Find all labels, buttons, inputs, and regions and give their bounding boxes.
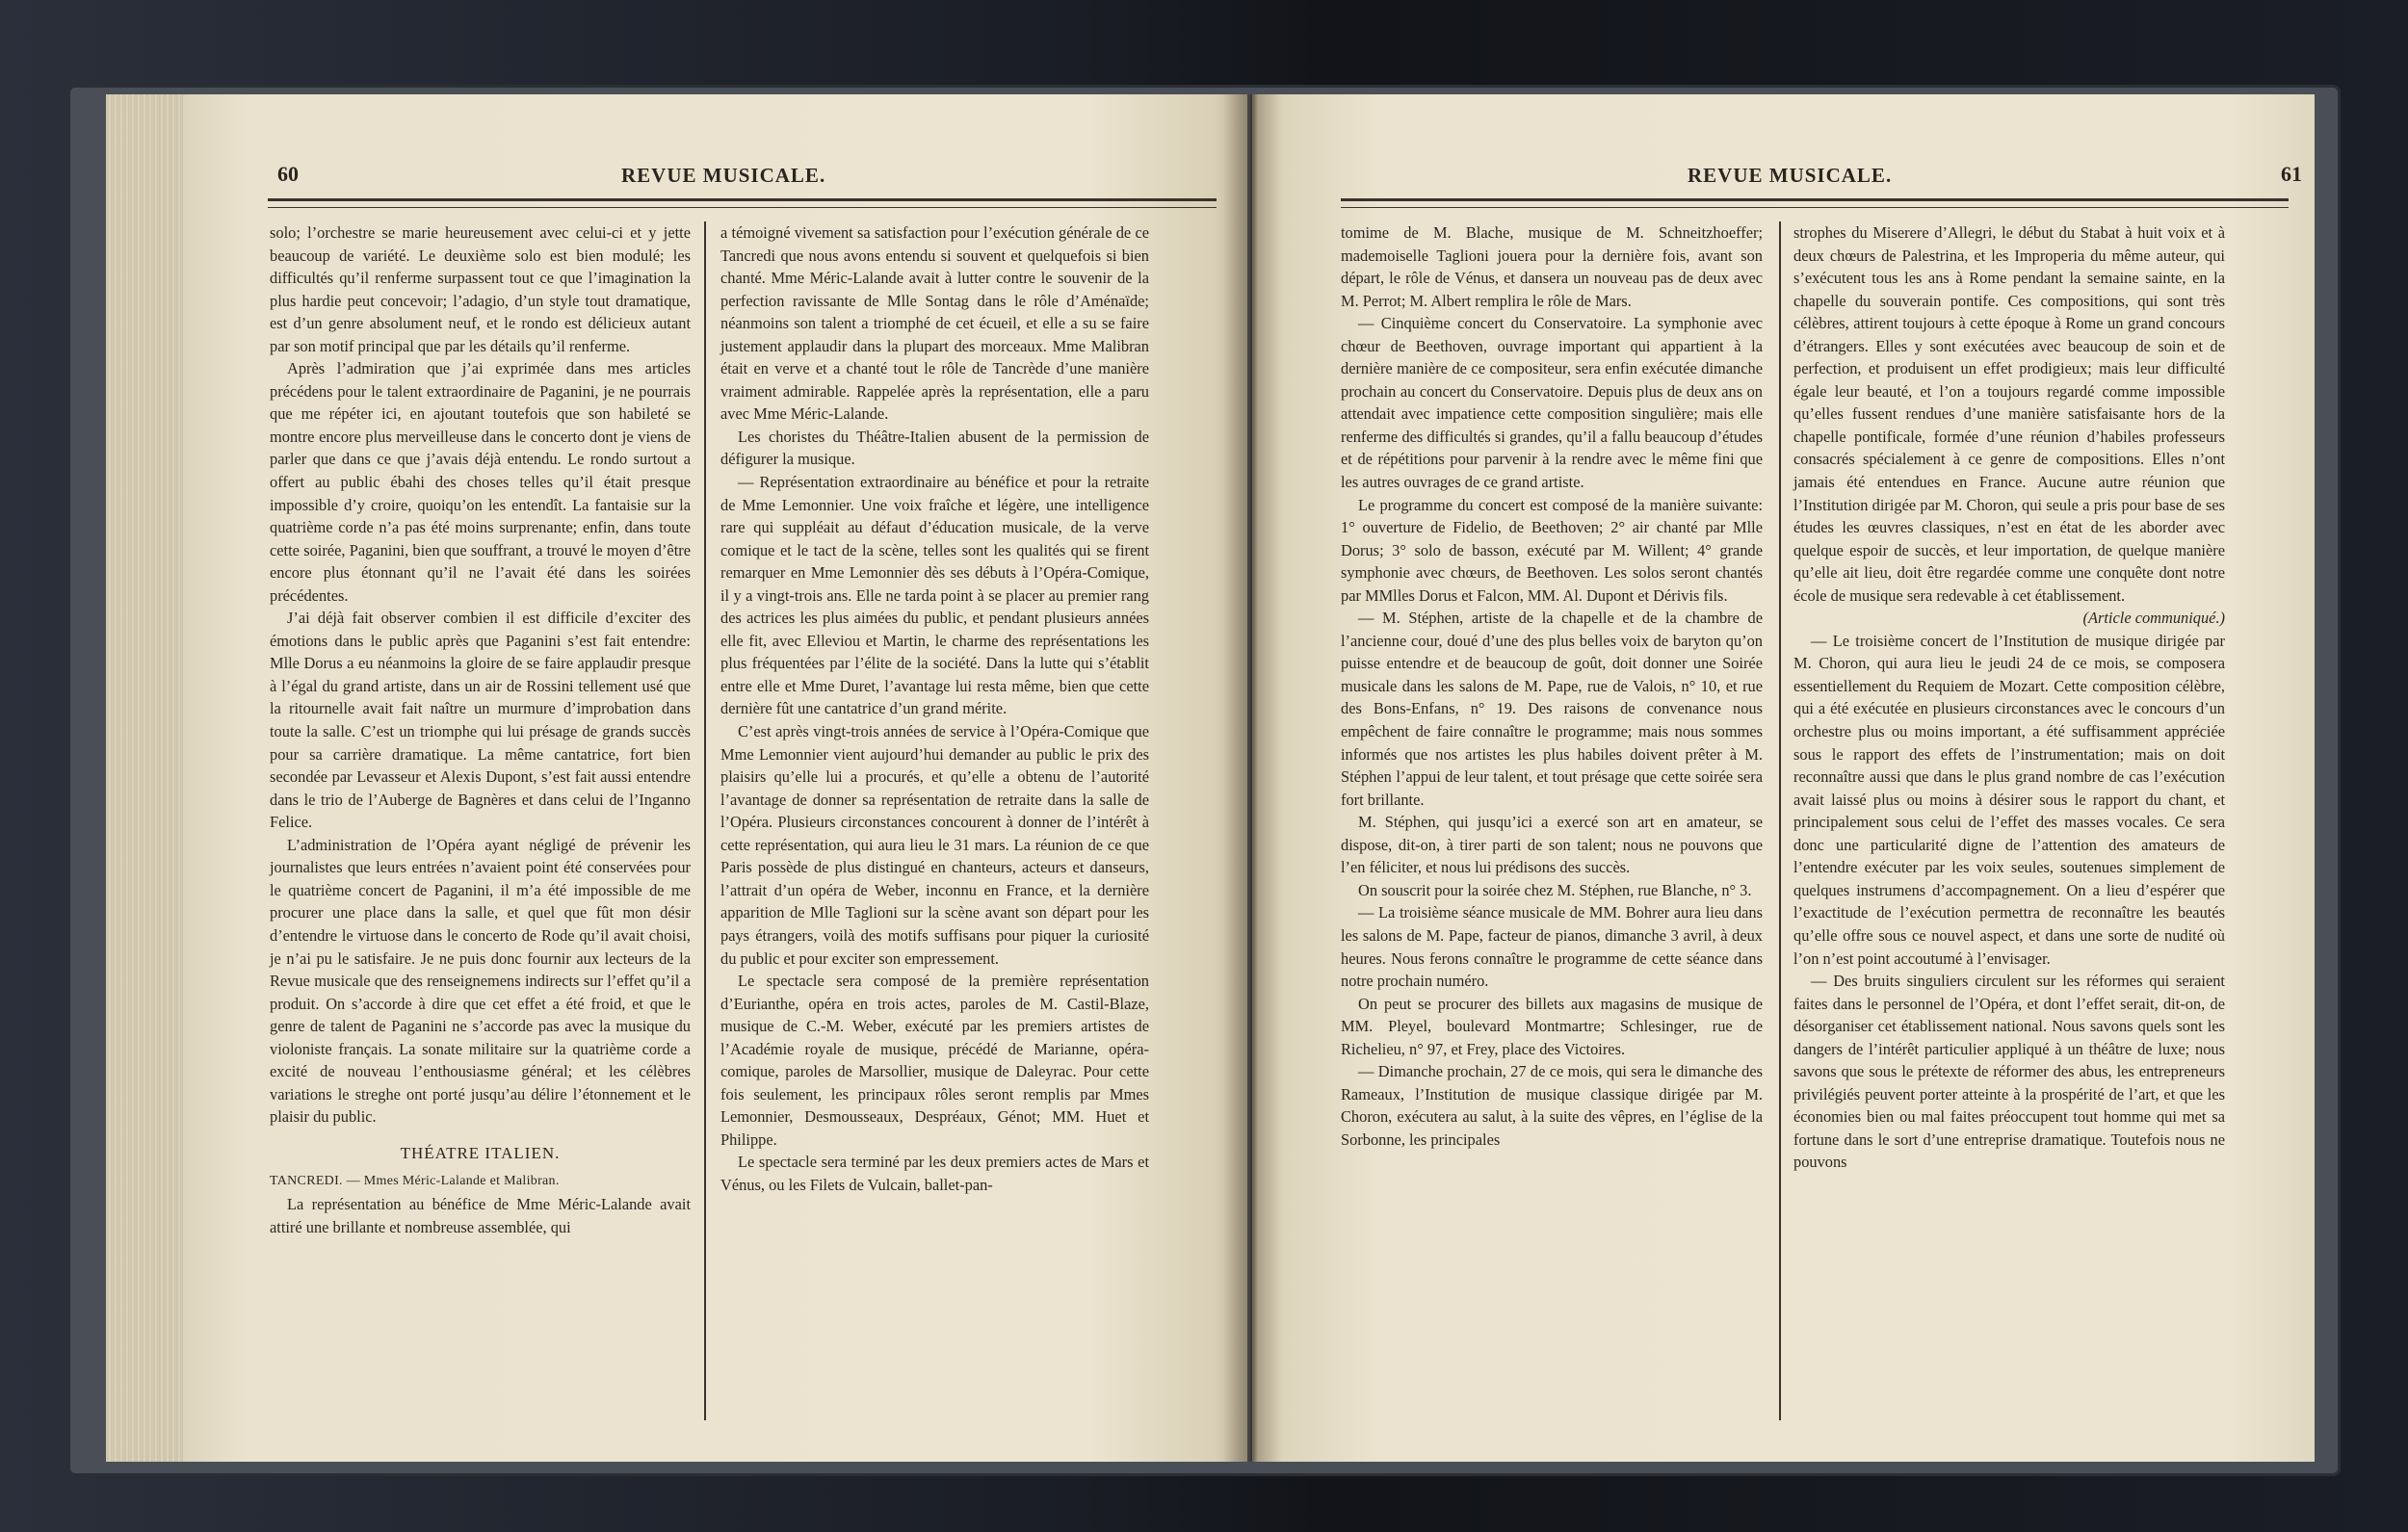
section-title: THÉATRE ITALIEN. (400, 1143, 561, 1162)
paragraph: L’administration de l’Opéra ayant négligé de prévenir les journalistes que leurs entrées n’avaient point été conservées pour le quatrième concert de Paganini, il m’a été impossible de me procurer une place dans la salle, et quel que fût mon désir d’entendre le virtuose dans le concerto de Rode qu’il avait choisi, je n’ai pu le satisfaire. Je ne puis donc fournir aux lecteurs de la Revue musicale que des renseignemens indirects sur l’effet qu’il a produit. On s’accorde à dire que cet effet a été froid, et que le genre de talent de Paganini ne s’accorde pas avec la musique du violoniste français. La sonate militaire sur la quatrième corde a excité de nouveau l’enthousiasme général; et les célèbres variations le streghe ont porté jusqu’au délire l’étonnement et le plaisir du public. (270, 835, 691, 1127)
paragraph: Les choristes du Théâtre-Italien abusent de la permission de défigurer la musique. (720, 427, 1149, 469)
left-page (183, 94, 1247, 1462)
paragraph: Le programme du concert est composé de la manière suivante: 1° ouverture de Fidelio, de Beethoven; 2° air chanté par Mlle Dorus; 3° solo de basson, exécuté par M. Willent; 4° grande symphonie avec chœurs, de Beethoven. Les solos seront chantés par MMlles Dorus et Falcon, MM. Al. Dupont et Dérivis fils. (1341, 495, 1763, 605)
paragraph: M. Stéphen, qui jusqu’ici a exercé son art en amateur, se dispose, dit-on, à tirer parti de son talent; nous ne pouvons que l’en féliciter, et nous lui prédisons des succès. (1341, 813, 1763, 877)
running-head: REVUE MUSICALE. (621, 164, 826, 187)
paragraph: On peut se procurer des billets aux magasins de musique de MM. Pleyel, boulevard Montmartre; Schlesinger, rue de Richelieu, n° 97, et Frey, place des Victoires. (1341, 994, 1763, 1058)
right-page (1252, 94, 2315, 1462)
paragraph: solo; l’orchestre se marie heureusement avec celui-ci et y jette beaucoup de variété. Le deuxième solo est bien modulé; les difficultés qu’il renferme surpassent tout ce que l’imagination la plus hardie peut concevoir; l’adagio, d’un style tout dramatique, est d’un genre absolument neuf, et le rondo est délicieux autant par son motif principal que par les détails qu’il renferme. (270, 223, 691, 355)
column-rule (704, 221, 706, 1420)
column-rule (1779, 221, 1781, 1420)
column-right-2 (1793, 221, 2225, 1174)
column-right-1 (1341, 221, 1763, 1151)
header-rule (1341, 198, 2289, 208)
paragraph: — Dimanche prochain, 27 de ce mois, qui sera le dimanche des Rameaux, l’Institution de musique classique dirigée par M. Choron, exécutera au salut, à la suite des vêpres, en l’église de la Sorbonne, les principales (1341, 1062, 1763, 1149)
running-head: REVUE MUSICALE. (1688, 164, 1893, 187)
paragraph: — Cinquième concert du Conservatoire. La symphonie avec chœur de Beethoven, ouvrage important qui appartient à la dernière manière de ce compositeur, sera enfin exécutée dimanche prochain au concert du Conservatoire. Depuis plus de deux ans on attendait avec impatience cette composition singulière; mais elle renferme des difficultés si grandes, qu’il a fallu beaucoup d’études et de répétitions pour parvenir à la rendre avec le même fini que les autres ouvrages de ce grand artiste. (1341, 314, 1763, 492)
page-number: 61 (2281, 162, 2302, 186)
paragraph: — Le troisième concert de l’Institution de musique dirigée par M. Choron, qui aura lieu le jeudi 24 de ce mois, se composera essentiellement du Requiem de Mozart. Cette composition célèbre, qui a été exécutée en plusieurs circonstances avec le concours d’un orchestre plus ou moins important, a été suffisamment appréciée sous le rapport des effets de l’instrumentation; mais on doit reconnaître aussi que dans le plus grand nombre de cas l’exécution avait laissé plus ou moins à désirer sous le rapport du chant, et principalement sous celui de l’effet des masses vocales. Ce sera donc une particularité digne de l’attention des amateurs de l’entendre exécuter par les voix seules, soutenues simplement de quelques instrumens d’accompagnement. On a lieu d’espérer que l’exactitude de l’exécution permettra de reconnaître les beautés qu’elle offre sous ce nouvel aspect, et dans une sorte de nudité où l’on n’est point accoutumé à l’envisager. (1793, 631, 2225, 968)
header-rule (268, 198, 1217, 208)
paragraph: J’ai déjà fait observer combien il est difficile d’exciter des émotions dans le public après que Paganini s’est fait entendre: Mlle Dorus a eu néanmoins la gloire de se faire applaudir presque à l’égal du grand artiste, dans un air de Rossini tellement usé que la ritournelle avait fait naître un murmure d’improbation dans toute la salle. C’est un triomphe qui lui présage de grands succès pour sa carrière dramatique. La même cantatrice, fort bien secondée par Levasseur et Alexis Dupont, s’est fait aussi entendre dans le trio de l’Auberge de Bagnères et dans celui de l’Inganno Felice. (270, 609, 691, 832)
paragraph: Le spectacle sera terminé par les deux premiers actes de Mars et Vénus, ou les Filets de Vulcain, ballet-pan- (720, 1153, 1149, 1194)
paragraph: strophes du Miserere d’Allegri, le début du Stabat à huit voix et à deux chœurs de Palestrina, et les Improperia du même auteur, qui s’exécutent tous les ans à Rome pendant la semaine sainte, en la chapelle du souverain pontife. Ces compositions, qui sont très célèbres, attirent toujours à cette époque à Rome un grand concours d’étrangers. Elles y sont exécutées avec beaucoup de soin et de perfection, et produisent un effet prodigieux; mais leur difficulté égale leur beauté, et l’on a toujours regardé comme impossible qu’elles fussent rendues d’une manière satisfaisante hors de la chapelle pontificale, formée d’une réunion d’habiles professeurs consacrés spécialement à ce genre de compositions. Elles n’ont jamais été entendues en France. Aucune autre réunion que l’Institution dirigée par M. Choron, qui seule a pris pour base de ses études les œuvres classiques, n’est en état de les aborder avec quelque espoir de succès, et leur importation, de quelque manière qu’elle ait lieu, doit être regardée comme une conquête dont notre école de musique sera redevable à cet établissement. (1793, 223, 2225, 605)
column-left-1 (270, 221, 691, 1238)
paragraph: — Représentation extraordinaire au bénéfice et pour la retraite de Mme Lemonnier. Une voix fraîche et légère, une intelligence rare qui suppléait au défaut d’éducation musicale, de la verve comique et le tact de la scène, telles sont les qualités qui se firent remarquer en Mme Lemonnier dès ses débuts à l’Opéra-Comique, il y a vingt-trois ans. Elle ne tarda point à se placer au premier rang des actrices les plus aimées du public, et pendant plusieurs années elle fit, avec Elleviou et Martin, le charme des représentations les plus fréquentées par l’élite de la société. Dans la lutte qui s’établit entre elle et Mme Duret, l’avantage lui resta même, bien que cette dernière fût une cantatrice d’un grand mérite. (720, 473, 1149, 718)
paragraph: — M. Stéphen, artiste de la chapelle et de la chambre de l’ancienne cour, doué d’une des plus belles voix de baryton qu’on puisse entendre et de beaucoup de goût, doit donner une Soirée musicale dans les salons de M. Pape, rue de Valois, n° 10, et rue des Bons-Enfans, n° 19. Des raisons de convenance nous empêchent de faire connaître le programme; mais nous sommes informés que nos artistes les plus habiles doivent prêter à M. Stéphen l’appui de leur talent, et tout présage que cette soirée sera fort brillante. (1341, 609, 1763, 809)
page-edges (106, 94, 186, 1462)
paragraph: Après l’admiration que j’ai exprimée dans mes articles précédens pour le talent extraordinaire de Paganini, je ne pourrais que me répéter ici, en ajoutant toutefois que son habileté se montre encore plus merveilleuse dans le concerto dont je viens de parler que dans ce que j’avais déjà entendu. Le rondo surtout a offert au public ébahi des choses telles qu’il était presque impossible d’y croire, quoiqu’on les entendît. La fantaisie sur la quatrième corde n’a pas été moins surprenante; enfin, dans toute cette soirée, Paganini, bien que souffrant, a trouvé le moyen d’être encore plus étonnant qu’il ne l’avait été dans les soirées précédentes. (270, 359, 691, 605)
paragraph: a témoigné vivement sa satisfaction pour l’exécution générale de ce Tancredi que nous avons entendu si souvent et quelquefois si bien chanté. Mme Méric-Lalande avait à lutter contre le souvenir de la perfection ravissante de Mlle Sontag dans le rôle d’Aménaïde; néanmoins son talent a triomphé de cet écueil, et elle a su se faire justement applaudir dans la plupart des morceaux. Mme Malibran était en verve et a chanté tout le rôle de Tancrède d’une manière vraiment admirable. Rappelée après la représentation, elle a paru avec Mme Méric-Lalande. (720, 223, 1149, 424)
paragraph: La représentation au bénéfice de Mme Méric-Lalande avait attiré une brillante et nombreuse assemblée, qui (270, 1194, 691, 1236)
paragraph: — La troisième séance musicale de MM. Bohrer aura lieu dans les salons de M. Pape, facteur de pianos, dimanche 3 avril, à deux heures. Nous ferons connaître le programme de cette séance dans notre prochain numéro. (1341, 903, 1763, 991)
section-subtitle: TANCREDI. — Mmes Méric-Lalande et Malibran. (270, 1174, 560, 1189)
column-left-2 (720, 221, 1149, 1197)
paragraph: tomime de M. Blache, musique de M. Schneitzhoeffer; mademoiselle Taglioni jouera pour la dernière fois, avant son départ, le rôle de Vénus, et dansera un nouveau pas de deux avec M. Perrot; M. Albert remplira le rôle de Mars. (1341, 223, 1763, 310)
paragraph: — Des bruits singuliers circulent sur les réformes qui seraient faites dans le personnel de l’Opéra, et dont l’effet serait, dit-on, de désorganiser cet établissement national. Nous savons quels sont les dangers de l’intérêt particulier appliqué à un théâtre de luxe; nous savons que sous le prétexte de réformer des abus, les entrepreneurs privilégiés peuvent porter atteinte à la prospérité de l’art, et que les économies bien ou mal faites préoccupent tout homme qui met sa fortune dans le sort d’une entreprise dramatique. Toutefois nous ne pouvons (1793, 972, 2225, 1172)
page-number: 60 (277, 162, 299, 186)
paragraph: C’est après vingt-trois années de service à l’Opéra-Comique que Mme Lemonnier vient aujourd’hui demander au public le prix des plaisirs qu’elle lui a procurés, et qu’elle a obtenu de l’autorité l’avantage de donner sa représentation de retraite dans la salle de l’Opéra. Plusieurs circonstances concourent à donner de l’intérêt à cette représentation, qui aura lieu le 31 mars. La réunion de ce que Paris possède de plus distingué en chanteurs, acteurs et danseurs, l’attrait d’un opéra de Weber, inconnu en France, et la dernière apparition de Mlle Taglioni sur la scène avant son départ pour les pays étrangers, voilà des motifs suffisans pour piquer la curiosité du public et pour exciter son empressement. (720, 722, 1149, 968)
paragraph: On souscrit pour la soirée chez M. Stéphen, rue Blanche, n° 3. (1358, 880, 1752, 899)
signature: (Article communiqué.) (2082, 609, 2225, 628)
paragraph: Le spectacle sera composé de la première représentation d’Eurianthe, opéra en trois actes, paroles de M. Castil-Blaze, musique de C.-M. Weber, exécuté par les premiers artistes de l’Académie royale de musique, précédé de Marianne, opéra-comique, paroles de Marsollier, musique de Daleyrac. Pour cette fois seulement, les principaux rôles seront remplis par Mmes Lemonnier, Desmousseaux, Despréaux, Génot; MM. Huet et Philippe. (720, 972, 1149, 1149)
